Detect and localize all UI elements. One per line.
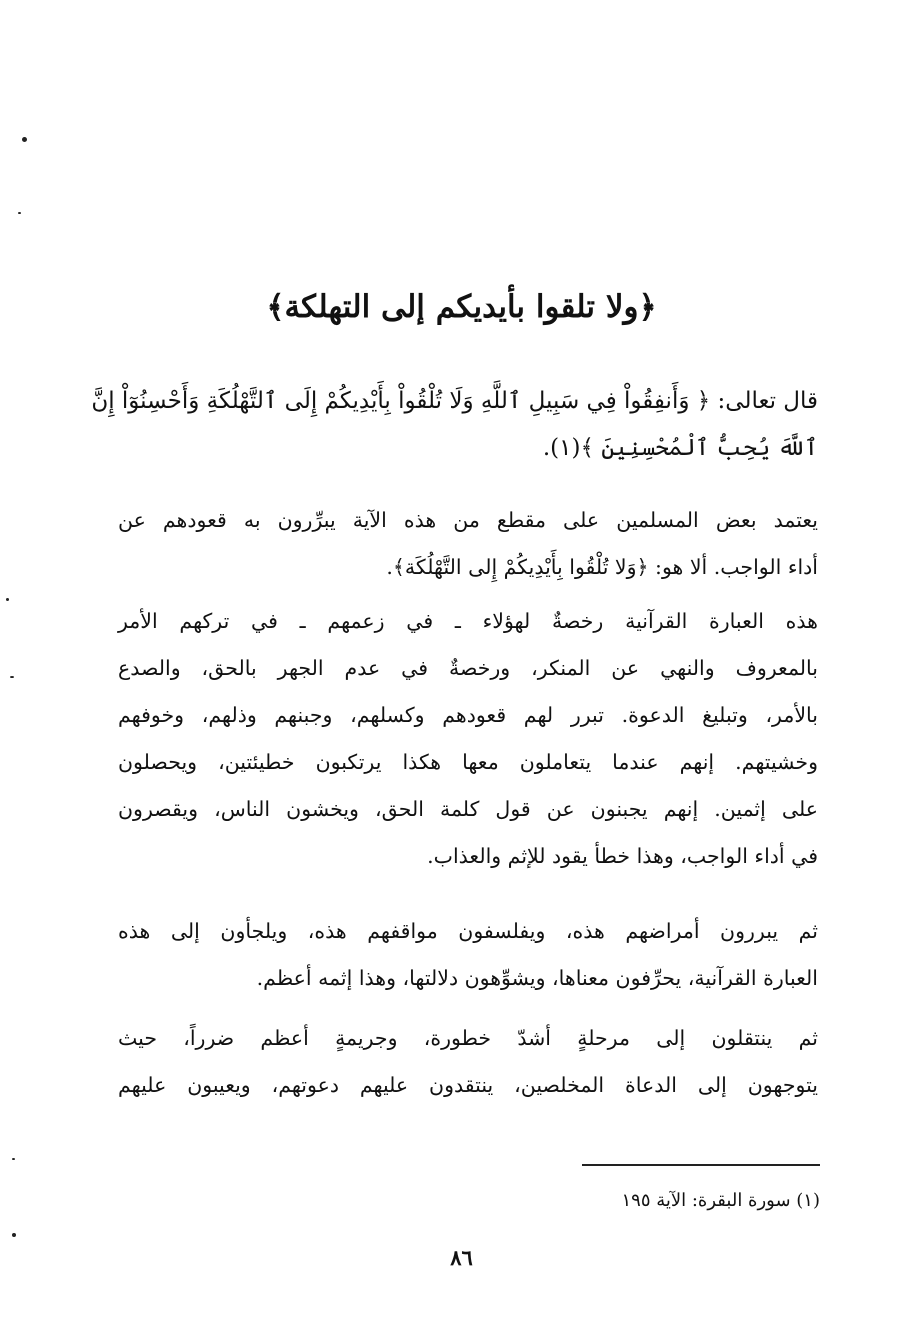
- footnote: (١) سورة البقرة: الآية ١٩٥: [621, 1190, 820, 1211]
- text-line: هذه العبارة القرآنية رخصةٌ لهؤلاء ـ في زعمهم ـ في تركهم الأمر: [118, 609, 818, 633]
- verse-line: ٱللَّهَ يُحِبُّ ٱلْمُحْسِنِينَ ﴾(١).: [542, 435, 818, 461]
- scan-speck: [12, 1233, 16, 1237]
- verse-line: قال تعالى: ﴿ وَأَنفِقُواْ فِي سَبِيلِ ٱللَّهِ وَلَا تُلْقُواْ بِأَيْدِيكُمْ إِلَى ٱلتَّهْلُكَةِ وَأَحْسِنُوٓاْ إِنَّ: [91, 388, 818, 414]
- scan-speck: [18, 212, 21, 214]
- text-line: أداء الواجب. ألا هو: ﴿وَلا تُلْقُوا بِأَيْدِيكُمْ إِلى التَّهْلُكَة﴾.: [386, 555, 818, 579]
- scan-speck: [22, 137, 27, 142]
- scan-speck: [6, 598, 9, 601]
- paragraph-2: [118, 598, 818, 880]
- paragraph-1: [118, 497, 818, 591]
- text-line: ثم ينتقلون إلى مرحلةٍ أشدّ خطورة، وجريمةٍ أعظم ضرراً، حيث: [118, 1026, 818, 1050]
- text-line: العبارة القرآنية، يحرِّفون معناها، ويشوِّهون دلالتها، وهذا إثمه أعظم.: [256, 966, 818, 990]
- footnote-divider: [582, 1164, 820, 1166]
- paragraph-4: [118, 1015, 818, 1109]
- text-line: بالأمر، وتبليغ الدعوة. تبرر لهم قعودهم وكسلهم، وجبنهم وذلهم، وخوفهم: [118, 703, 818, 727]
- text-line: بالمعروف والنهي عن المنكر، ورخصةٌ في عدم الجهر بالحق، والصدع: [118, 656, 818, 680]
- text-line: في أداء الواجب، وهذا خطأ يقود للإثم والعذاب.: [427, 844, 818, 868]
- text-line: يعتمد بعض المسلمين على مقطع من هذه الآية يبرِّرون به قعودهم عن: [118, 508, 818, 532]
- text-line: يتوجهون إلى الدعاة المخلصين، ينتقدون عليهم دعوتهم، ويعيبون عليهم: [118, 1073, 818, 1097]
- page-title: ﴿ولا تلقوا بأيديكم إلى التهلكة﴾: [266, 289, 657, 325]
- paragraph-3: [118, 908, 818, 1002]
- page-number: ٨٦: [450, 1245, 473, 1270]
- text-line: وخشيتهم. إنهم عندما يتعاملون معها هكذا يرتكبون خطيئتين، ويحصلون: [118, 750, 818, 774]
- scan-speck: [10, 676, 14, 678]
- verse-paragraph: [91, 378, 818, 472]
- scan-speck: [12, 1158, 15, 1160]
- text-line: على إثمين. إنهم يجبنون عن قول كلمة الحق، ويخشون الناس، ويقصرون: [118, 797, 818, 821]
- text-line: ثم يبررون أمراضهم هذه، ويفلسفون مواقفهم هذه، ويلجأون إلى هذه: [118, 919, 818, 943]
